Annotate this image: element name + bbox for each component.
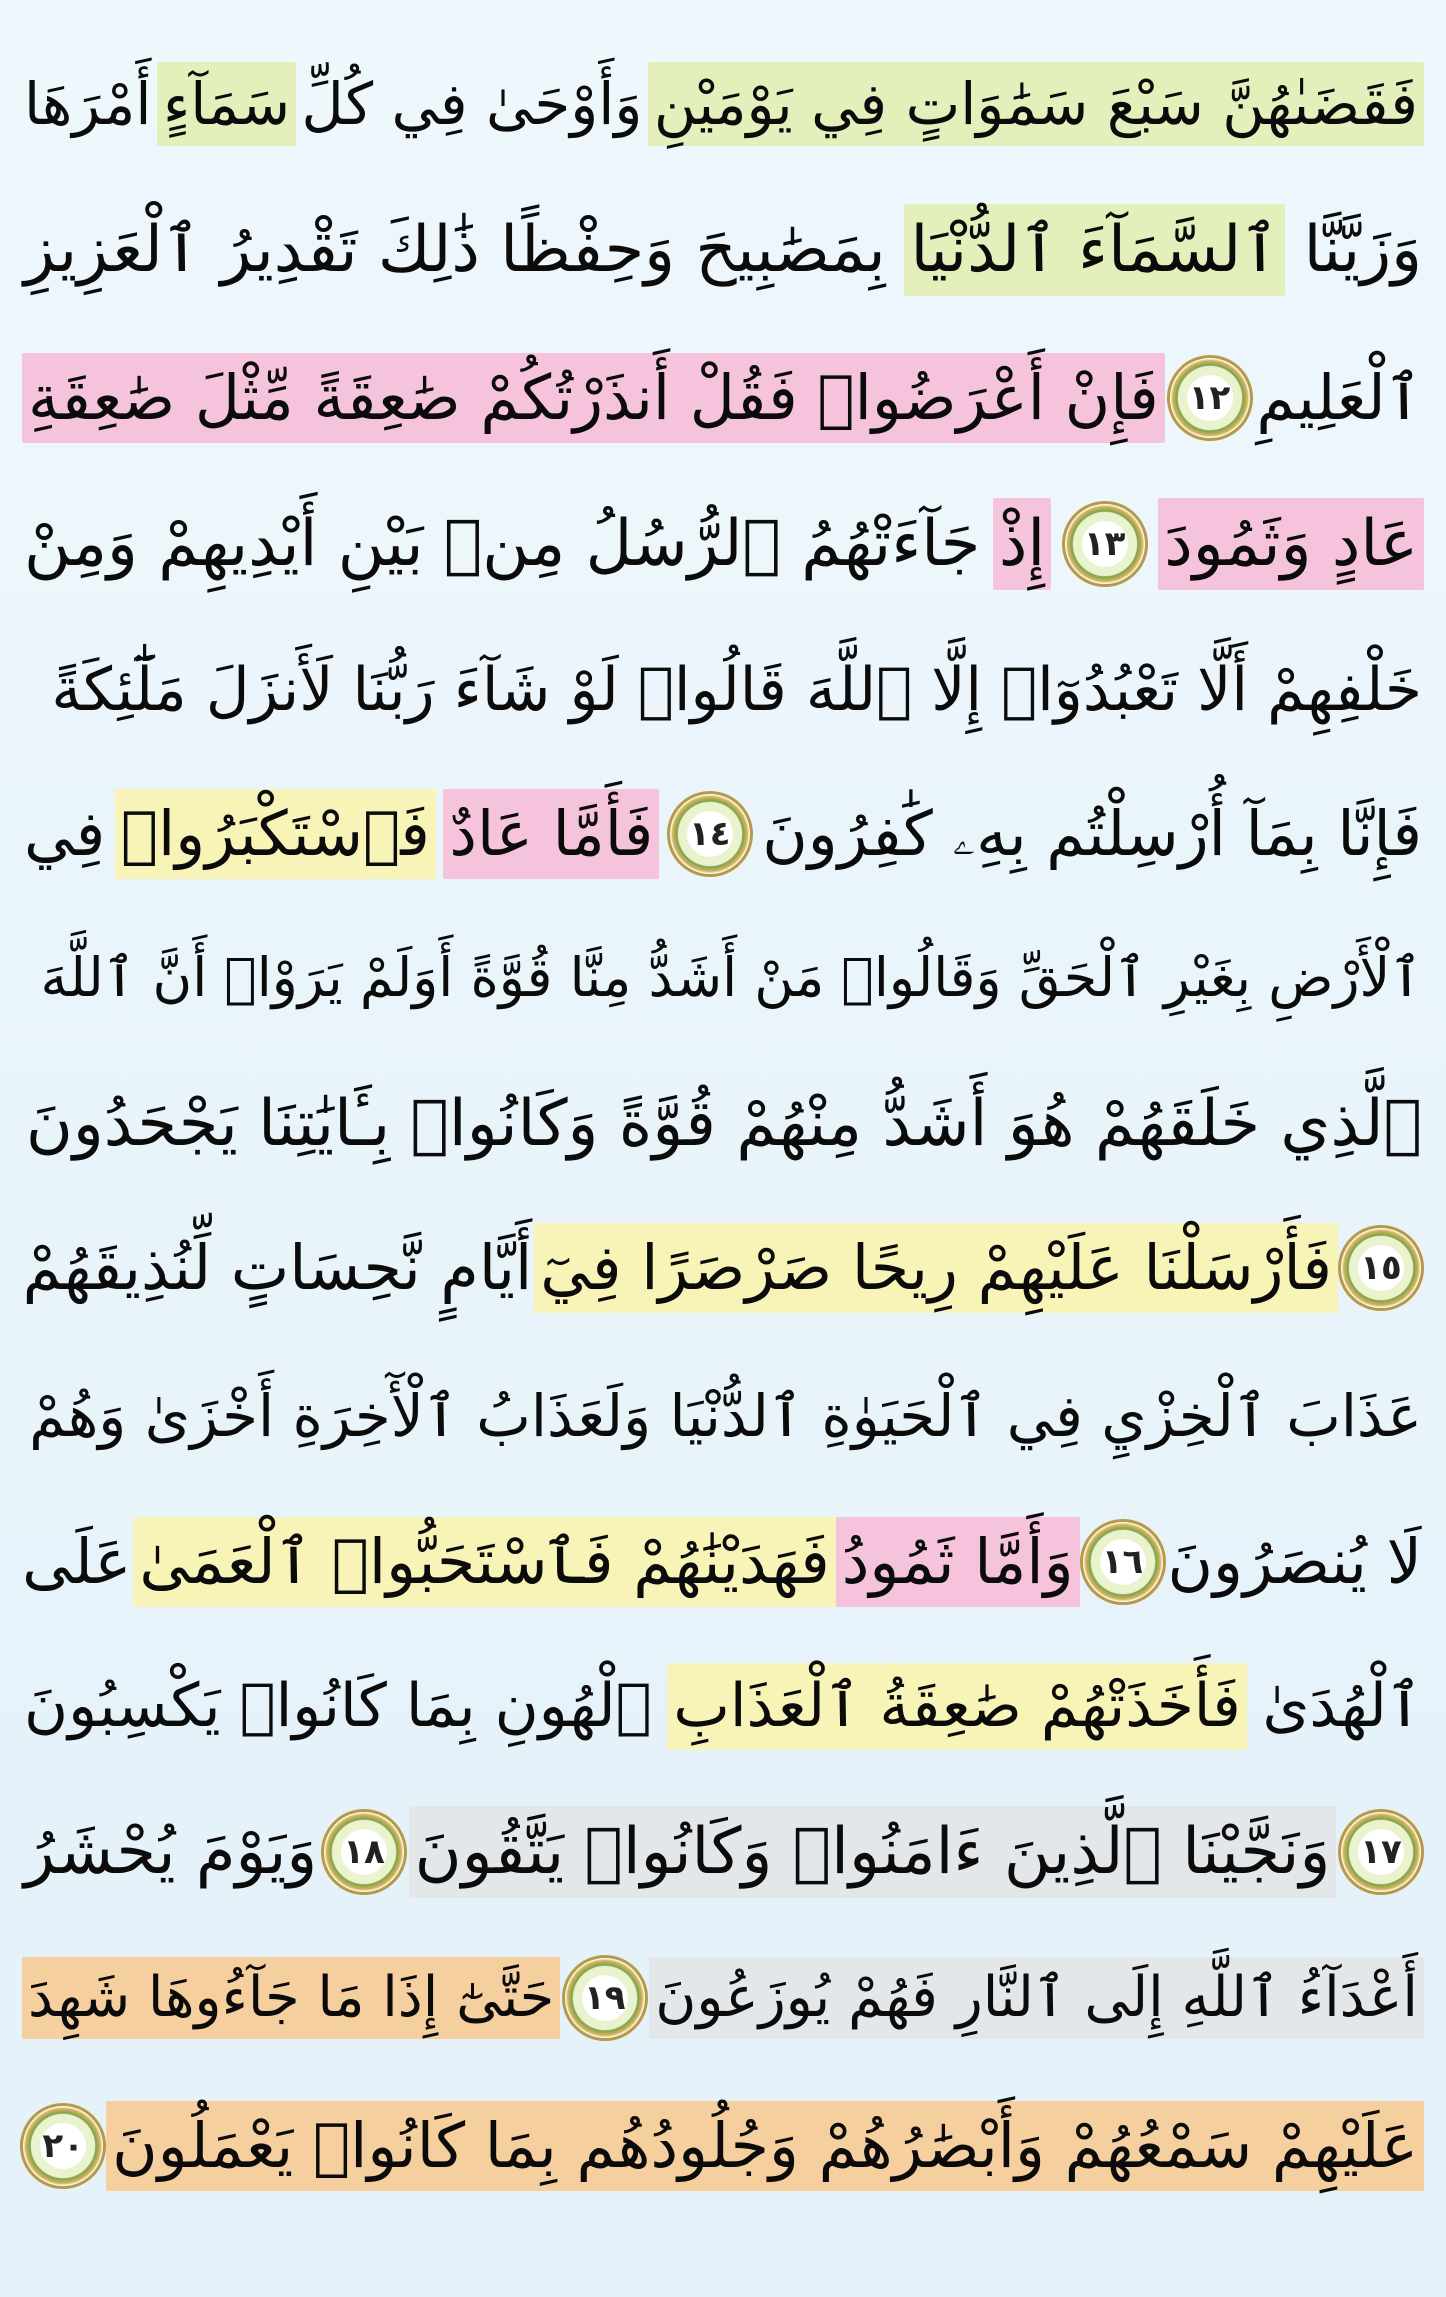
verse-text: ٱلَّذِي خَلَقَهُمْ هُوَ أَشَدُّ مِنْهُمْ قُوَّةً وَكَانُوا۟ بِـَٔايَٰتِنَا يَجْحَدُونَ	[25, 1087, 1422, 1161]
verse-text: جَآءَتْهُمُ ٱلرُّسُلُ مِنۢ بَيْنِ أَيْدِيهِمْ وَمِنْ	[24, 507, 981, 581]
highlighted-text: فَأَرْسَلْنَا عَلَيْهِمْ رِيحًا صَرْصَرًا فِيٓ	[534, 1223, 1338, 1313]
highlighted-text: ٱلسَّمَآءَ ٱلدُّنْيَا	[904, 204, 1284, 296]
ayah-number-marker-icon: ١٣	[1062, 501, 1148, 587]
ayah-number-marker-icon: ١٥	[1338, 1225, 1424, 1311]
verse-text: ٱلْأَرْضِ بِغَيْرِ ٱلْحَقِّ وَقَالُوا۟ مَنْ أَشَدُّ مِنَّا قُوَّةً أَوَلَمْ يَرَوْا۟ أَنَّ ٱللَّهَ	[40, 946, 1422, 1010]
verse-text: ٱلْهُونِ بِمَا كَانُوا۟ يَكْسِبُونَ	[24, 1670, 652, 1741]
verse-text: عَذَابَ ٱلْخِزْيِ فِي ٱلْحَيَوٰةِ ٱلدُّنْيَا وَلَعَذَابُ ٱلْأٓخِرَةِ أَخْزَىٰ وَهُمْ	[29, 1381, 1422, 1450]
highlighted-text: فَإِنْ أَعْرَضُوا۟ فَقُلْ أَنذَرْتُكُمْ صَٰعِقَةً مِّثْلَ صَٰعِقَةِ	[22, 353, 1165, 443]
highlighted-text: سَمَآءٍ	[157, 62, 296, 147]
highlighted-text: فَأَخَذَتْهُمْ صَٰعِقَةُ ٱلْعَذَابِ	[667, 1663, 1246, 1750]
verse-text: أَمْرَهَا	[24, 69, 152, 138]
verse-text: ٱلْهُدَىٰ	[1262, 1670, 1422, 1741]
ayah-number-marker-icon: ١٨	[321, 1809, 407, 1895]
highlighted-text: وَنَجَّيْنَا ٱلَّذِينَ ءَامَنُوا۟ وَكَانُوا۟ يَتَّقُونَ	[409, 1806, 1337, 1898]
verse-line	[18, 480, 1428, 608]
verse-text: فِي	[24, 797, 106, 871]
ayah-number-marker-icon: ١٦	[1080, 1519, 1166, 1605]
verse-text: وَيَوْمَ يُحْشَرُ	[24, 1815, 318, 1889]
verse-text: بِمَصَٰبِيحَ وَحِفْظًا ذَٰلِكَ تَقْدِيرُ ٱلْعَزِيزِ	[24, 213, 886, 287]
verse-line	[18, 914, 1428, 1042]
highlighted-text: حَتَّىٰٓ إِذَا مَا جَآءُوهَا شَهِدَ	[22, 1957, 560, 2039]
highlighted-text: عَادٍ وَثَمُودَ	[1158, 498, 1424, 590]
verse-text: أَيَّامٍ نَّحِسَاتٍ لِّنُذِيقَهُمْ	[22, 1231, 533, 1305]
highlighted-text: وَأَمَّا ثَمُودُ	[836, 1517, 1080, 1607]
highlighted-text: فَٱسْتَكْبَرُوا۟	[115, 789, 436, 879]
verse-line	[18, 1060, 1428, 1188]
verse-text: وَزَيَّنَّا	[1303, 213, 1422, 287]
verse-line	[18, 40, 1428, 168]
verse-text: فَإِنَّا بِمَآ أُرْسِلْتُم بِهِۦ كَٰفِرُونَ	[762, 797, 1422, 871]
highlighted-text: فَهَدَيْنَٰهُمْ فَٱسْتَحَبُّوا۟ ٱلْعَمَىٰ	[133, 1517, 835, 1607]
verse-text: لَا يُنصَرُونَ	[1167, 1525, 1422, 1599]
ayah-number-marker-icon: ١٢	[1167, 355, 1253, 441]
ayah-number-marker-icon: ١٩	[562, 1955, 648, 2041]
highlighted-text: أَعْدَآءُ ٱللَّهِ إِلَى ٱلنَّارِ فَهُمْ يُوزَعُونَ	[649, 1957, 1424, 2039]
highlighted-text: فَأَمَّا عَادٌ	[443, 789, 659, 879]
verse-line	[18, 1498, 1428, 1626]
verse-line	[18, 1788, 1428, 1916]
ayah-number-marker-icon: ١٤	[667, 791, 753, 877]
ayah-number-marker-icon: ٢٠	[20, 2103, 106, 2189]
verse-text: خَلْفِهِمْ أَلَّا تَعْبُدُوٓا۟ إِلَّا ٱللَّهَ قَالُوا۟ لَوْ شَآءَ رَبُّنَا لَأَنزَلَ مَلَٰٓئِكَةً	[51, 654, 1422, 725]
verse-line	[18, 626, 1428, 754]
verse-line	[18, 770, 1428, 898]
verse-line	[18, 1934, 1428, 2062]
verse-line	[18, 2082, 1428, 2210]
highlighted-text: إِذْ	[993, 498, 1051, 590]
verse-text: ٱلْعَلِيمِ	[1256, 361, 1422, 435]
verse-line	[18, 334, 1428, 462]
highlighted-text: عَلَيْهِمْ سَمْعُهُمْ وَأَبْصَٰرُهُمْ وَجُلُودُهُم بِمَا كَانُوا۟ يَعْمَلُونَ	[106, 2101, 1424, 2191]
verse-line	[18, 1352, 1428, 1480]
verse-text: عَلَى	[22, 1525, 132, 1599]
verse-line	[18, 1204, 1428, 1332]
verse-text: وَأَوْحَىٰ فِي كُلِّ	[301, 69, 643, 138]
verse-line	[18, 1642, 1428, 1770]
highlighted-text: فَقَضَىٰهُنَّ سَبْعَ سَمَٰوَاتٍ فِي يَوْمَيْنِ	[648, 62, 1424, 147]
verse-line	[18, 186, 1428, 314]
ayah-number-marker-icon: ١٧	[1338, 1809, 1424, 1895]
